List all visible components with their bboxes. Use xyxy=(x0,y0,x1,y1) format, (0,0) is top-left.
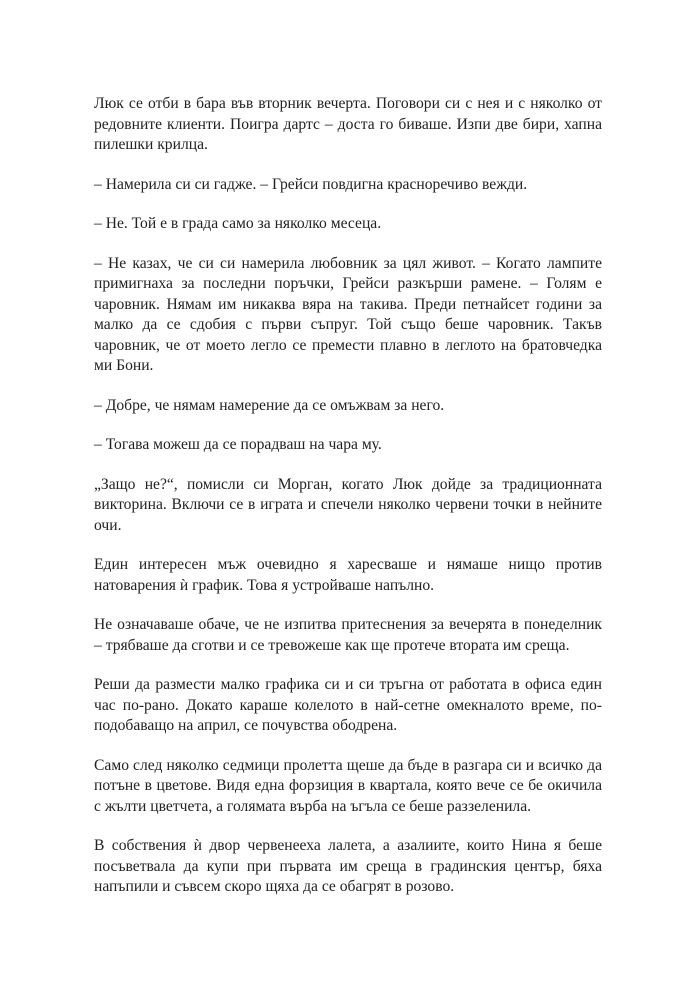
paragraph-4: – Не казах, че си си намерила любовник за цял живот. – Когато лампите примигнаха за последни поръчки, Грейси разкърши рамене. – Голям е чаровник. Нямам им никаква вяра на такива. Преди петнайсет години за малко да се сдобия с първи съпруг. Той също беше чаровник. Такъв чаровник, че от моето легло се премести плавно в леглото на братовчедка ми Бони. xyxy=(94,254,602,374)
paragraph-9: Не означаваше обаче, че не изпитва притеснения за вечерята в понеделник – трябваше да сготви и се тревожеше как ще протече втората им среща. xyxy=(94,616,602,654)
paragraph-8: Един интересен мъж очевидно я харесваше и нямаше нищо против натоварения ѝ график. Това я устройваше напълно. xyxy=(94,556,602,594)
paragraph-7: „Защо не?“, помисли си Морган, когато Люк дойде за традиционната викторина. Включи се в играта и спечели няколко червени точки в нейните очи. xyxy=(94,475,602,534)
paragraph-10: Реши да размести малко графика си и си тръгна от работата в офиса един час по-рано. Докато караше колелото в най-сетне омекналото време, по-подобаващо на април, се почувства ободрена. xyxy=(94,676,602,734)
paragraph-6: – Тогава можеш да се порадваш на чара му. xyxy=(94,436,382,453)
paragraph-3: – Не. Той е в града само за няколко месеца. xyxy=(94,215,382,232)
paragraph-1: Люк се отби в бара във вторник вечерта. Поговори си с нея и с няколко от редовните клиенти. Поигра дартс – доста го биваше. Изпи две бири, хапна пилешки крилца. xyxy=(94,95,602,153)
body-text xyxy=(94,94,602,917)
paragraph-5: – Добре, че нямам намерение да се омъжвам за него. xyxy=(94,396,445,414)
paragraph-12: В собствения ѝ двор червенееха лалета, а азалиите, които Нина я беше посъветвала да купи при първата им среща в градинския център, бяха напъпили и съвсем скоро щяха да се обагрят в розово. xyxy=(94,837,602,895)
paragraph-11: Само след няколко седмици пролетта щеше да бъде в разгара си и всичко да потъне в цветове. Видя една форзиция в квартала, която вече се бе окичила с жълти цветчета, а голямата върба на ъгъла се беше раззеленила. xyxy=(94,756,602,815)
paragraph-2: – Намерила си си гадже. – Грейси повдигна красноречиво вежди. xyxy=(94,175,528,193)
